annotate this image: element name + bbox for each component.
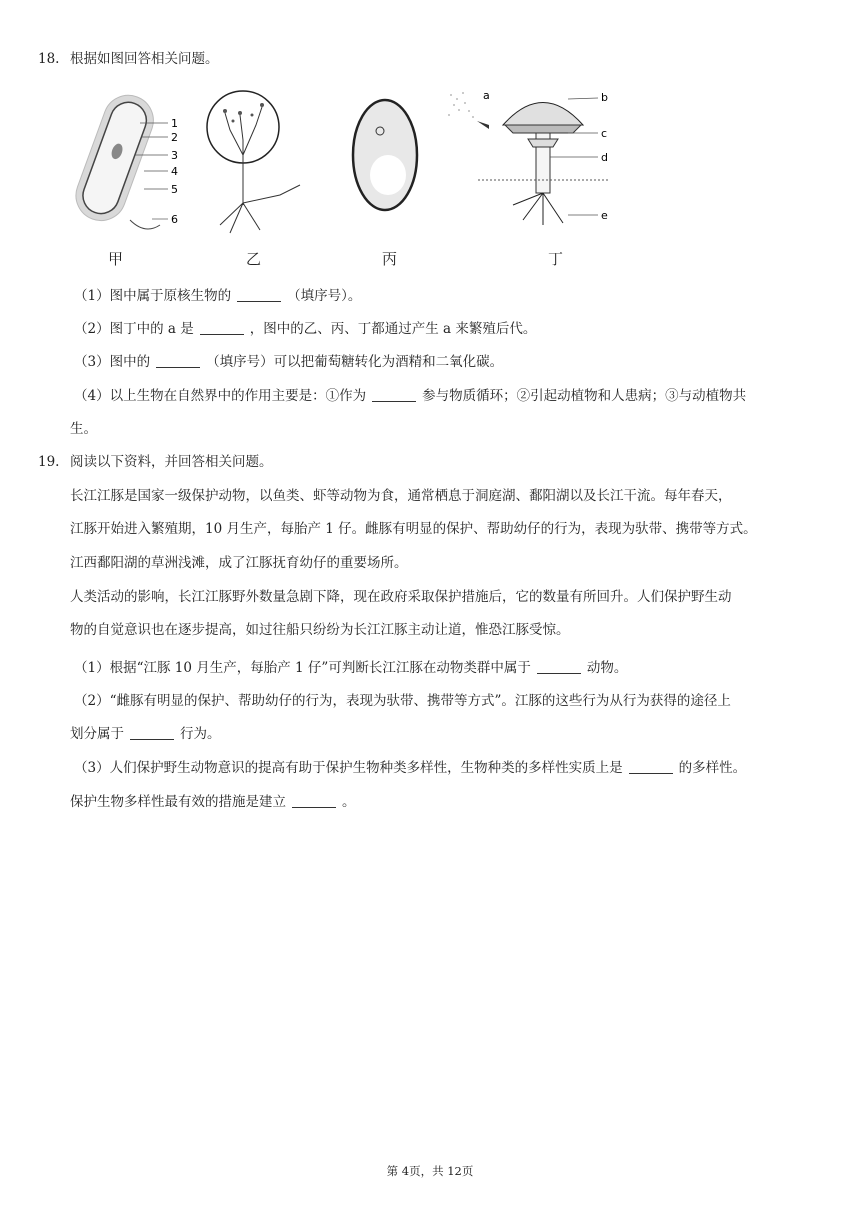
figure-label-bing: 丙 (382, 250, 398, 268)
q19-sub3-text-c: 保护生物多样性最有效的措施是建立 (70, 794, 286, 810)
q18-sub3-text-a: （3）图中的 (74, 354, 151, 370)
answer-blank[interactable] (130, 725, 174, 740)
bacteria-callout-5: 5 (171, 183, 178, 196)
bacterium-illustration (70, 85, 185, 235)
q19-sub2-continued (70, 724, 221, 744)
mushroom-callout-b: b (601, 91, 608, 104)
yeast-illustration (350, 95, 420, 215)
question-19-title: 阅读以下资料，并回答相关问题。 (70, 454, 273, 470)
reading-p2-line2: 物的自觉意识也在逐步提高，如过往船只纷纷为长江江豚主动让道，惟恐江豚受惊。 (70, 622, 570, 638)
q18-sub2-text-b: ，图中的乙、丙、丁都通过产生 a 来繁殖后代。 (249, 321, 537, 337)
q18-sub1-text-a: （1）图中属于原核生物的 (74, 288, 232, 304)
q19-sub2: （2）“雌豚有明显的保护、帮助幼仔的行为，表现为驮带、携带等方式”。江豚的这些行为从行为获得的途径上 (74, 693, 731, 709)
q19-sub3-text-d: 。 (342, 794, 356, 810)
bacteria-callout-4: 4 (171, 165, 178, 178)
q18-sub1 (74, 286, 361, 306)
q18-sub3-text-b: （填序号）可以把葡萄糖转化为酒精和二氧化碳。 (206, 354, 504, 370)
reading-p1-line2: 江豚开始进入繁殖期，10 月生产，每胎产 1 仔。雌豚有明显的保护、帮助幼仔的行为，表现为驮带、携带等方式。 (70, 521, 757, 537)
q18-sub1-text-b: （填序号）。 (287, 288, 362, 304)
q18-sub4-text-a: （4）以上生物在自然界中的作用主要是：①作为 (74, 388, 367, 404)
q18-sub4-continued: 生。 (70, 421, 97, 437)
bacteria-callout-1: 1 (171, 117, 178, 130)
answer-blank[interactable] (372, 387, 416, 402)
bacteria-callout-6: 6 (171, 213, 178, 226)
q18-sub4 (74, 386, 746, 406)
bacteria-callout-3: 3 (171, 149, 178, 162)
reading-p1-line3: 江西鄱阳湖的草洲浅滩，成了江豚抚育幼仔的重要场所。 (70, 555, 408, 571)
q19-sub1 (74, 658, 627, 678)
mushroom-callout-c: c (601, 127, 608, 140)
answer-blank[interactable] (292, 793, 336, 808)
q19-sub3 (74, 758, 746, 778)
q18-sub2-text-a: （2）图丁中的 a 是 (74, 321, 194, 337)
question-19-number: 19. (38, 454, 60, 470)
mushroom-callout-a: a (483, 89, 490, 102)
q19-sub2-text-a: 划分属于 (70, 726, 124, 742)
reading-p2-line1: 人类活动的影响，长江江豚野外数量急剧下降，现在政府采取保护措施后，它的数量有所回升。人们保护野生动 (70, 589, 732, 605)
answer-blank[interactable] (537, 659, 581, 674)
q18-sub4-text-b: 参与物质循环；②引起动植物和人患病；③与动植物共 (422, 388, 747, 404)
question-18-number: 18. (38, 51, 60, 67)
q18-sub3 (74, 352, 503, 372)
figure-label-ding: 丁 (548, 250, 564, 268)
answer-blank[interactable] (200, 320, 244, 335)
q18-sub2 (74, 319, 536, 339)
page-footer: 第 4页，共 12页 (386, 1164, 474, 1178)
q19-sub3-text-b: 的多样性。 (678, 760, 747, 776)
organism-figure (70, 85, 630, 270)
figure-label-jia: 甲 (108, 250, 124, 268)
q19-sub3-text-a: （3）人们保护野生动物意识的提高有助于保护生物种类多样性，生物种类的多样性实质上是 (74, 760, 623, 776)
mushroom-illustration (443, 85, 623, 235)
answer-blank[interactable] (629, 759, 673, 774)
mushroom-callout-e: e (601, 209, 608, 222)
mold-illustration (200, 85, 310, 235)
answer-blank[interactable] (237, 287, 281, 302)
figure-label-yi: 乙 (246, 250, 262, 268)
reading-p1-line1: 长江江豚是国家一级保护动物，以鱼类、虾等动物为食，通常栖息于洞庭湖、鄱阳湖以及长江干流。每年春天， (70, 488, 732, 504)
bacteria-callout-2: 2 (171, 131, 178, 144)
q19-sub3-continued (70, 792, 356, 812)
mushroom-callout-d: d (601, 151, 608, 164)
q19-sub1-text-a: （1）根据“江豚 10 月生产，每胎产 1 仔”可判断长江江豚在动物类群中属于 (74, 660, 531, 676)
q19-sub2-text-b: 行为。 (180, 726, 221, 742)
answer-blank[interactable] (156, 353, 200, 368)
q19-sub1-text-b: 动物。 (586, 660, 628, 676)
question-18-title: 根据如图回答相关问题。 (70, 51, 219, 67)
